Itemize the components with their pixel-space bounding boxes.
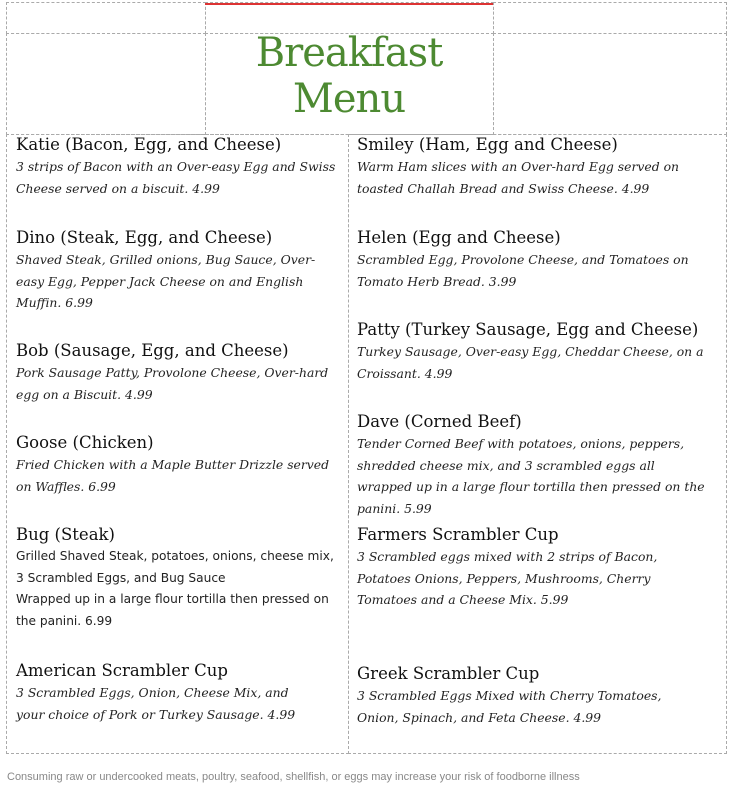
menu-item-name: Dino (Steak, Egg, and Cheese)	[16, 228, 273, 247]
menu-item-description: Scrambled Egg, Provolone Cheese, and Tomatoes on Tomato Herb Bread. 3.99	[357, 252, 689, 289]
title-cell-right	[493, 33, 727, 135]
menu-item-name: Patty (Turkey Sausage, Egg and Cheese)	[357, 320, 699, 339]
menu-item	[357, 134, 707, 199]
menu-item-description: Warm Ham slices with an Over-hard Egg served on toasted Challah Bread and Swiss Cheese. 4.99	[357, 159, 680, 196]
menu-item-name: Smiley (Ham, Egg and Cheese)	[357, 135, 618, 154]
menu-item-name: Farmers Scrambler Cup	[357, 525, 559, 544]
header-cell-right	[493, 2, 727, 34]
menu-item-description: 3 Scrambled Eggs Mixed with Cherry Tomatoes, Onion, Spinach, and Feta Cheese. 4.99	[357, 688, 662, 725]
menu-item-description-extra: Wrapped up in a large flour tortilla then pressed on the panini. 6.99	[16, 592, 329, 628]
menu-item-description: Turkey Sausage, Over-easy Egg, Cheddar Cheese, on a Croissant. 4.99	[357, 344, 704, 381]
menu-item	[357, 524, 692, 611]
menu-item-description: 3 strips of Bacon with an Over-easy Egg and Swiss Cheese served on a biscuit. 4.99	[16, 159, 336, 196]
title-cell-left	[6, 33, 206, 135]
menu-item-name: Bob (Sausage, Egg, and Cheese)	[16, 341, 289, 360]
menu-item-name: American Scrambler Cup	[16, 661, 228, 680]
menu-item-description: Grilled Shaved Steak, potatoes, onions, cheese mix, 3 Scrambled Eggs, and Bug Sauce	[16, 549, 334, 585]
menu-item-description: 3 Scrambled Eggs, Onion, Cheese Mix, and your choice of Pork or Turkey Sausage. 4.99	[16, 685, 296, 722]
menu-item	[357, 663, 702, 728]
menu-item-name: Greek Scrambler Cup	[357, 664, 540, 683]
menu-item	[16, 432, 336, 497]
menu-item	[16, 660, 316, 725]
header-accent-line	[205, 3, 493, 5]
menu-item-name: Bug (Steak)	[16, 525, 115, 544]
menu-item-name: Goose (Chicken)	[16, 433, 154, 452]
menu-item	[16, 227, 321, 314]
menu-item	[357, 227, 697, 292]
menu-item-description: Shaved Steak, Grilled onions, Bug Sauce, Over-easy Egg, Pepper Jack Cheese on and English Muffin. 6.99	[16, 252, 316, 310]
food-safety-disclaimer: Consuming raw or undercooked meats, poultry, seafood, shellfish, or eggs may increase your risk of foodborne illness	[7, 771, 580, 783]
menu-item-description: Tender Corned Beef with potatoes, onions, peppers, shredded cheese mix, and 3 scrambled eggs all wrapped up in a large flour tortilla then pressed on the panini. 5.99	[357, 436, 705, 516]
menu-item	[357, 319, 717, 384]
menu-item	[16, 340, 336, 405]
menu-item-name: Dave (Corned Beef)	[357, 412, 522, 431]
menu-item-description: 3 Scrambled eggs mixed with 2 strips of Bacon, Potatoes Onions, Peppers, Mushrooms, Cherry Tomatoes and a Cheese Mix. 5.99	[357, 549, 658, 607]
menu-item	[357, 411, 712, 519]
menu-item-name: Helen (Egg and Cheese)	[357, 228, 561, 247]
header-cell-left	[6, 2, 206, 34]
menu-item-name: Katie (Bacon, Egg, and Cheese)	[16, 135, 282, 154]
menu-item-description: Fried Chicken with a Maple Butter Drizzle served on Waffles. 6.99	[16, 457, 330, 494]
menu-item-description: Pork Sausage Patty, Provolone Cheese, Over-hard egg on a Biscuit. 4.99	[16, 365, 329, 402]
menu-item	[16, 524, 336, 632]
page-title: Breakfast Menu	[255, 30, 443, 122]
menu-item	[16, 134, 336, 199]
